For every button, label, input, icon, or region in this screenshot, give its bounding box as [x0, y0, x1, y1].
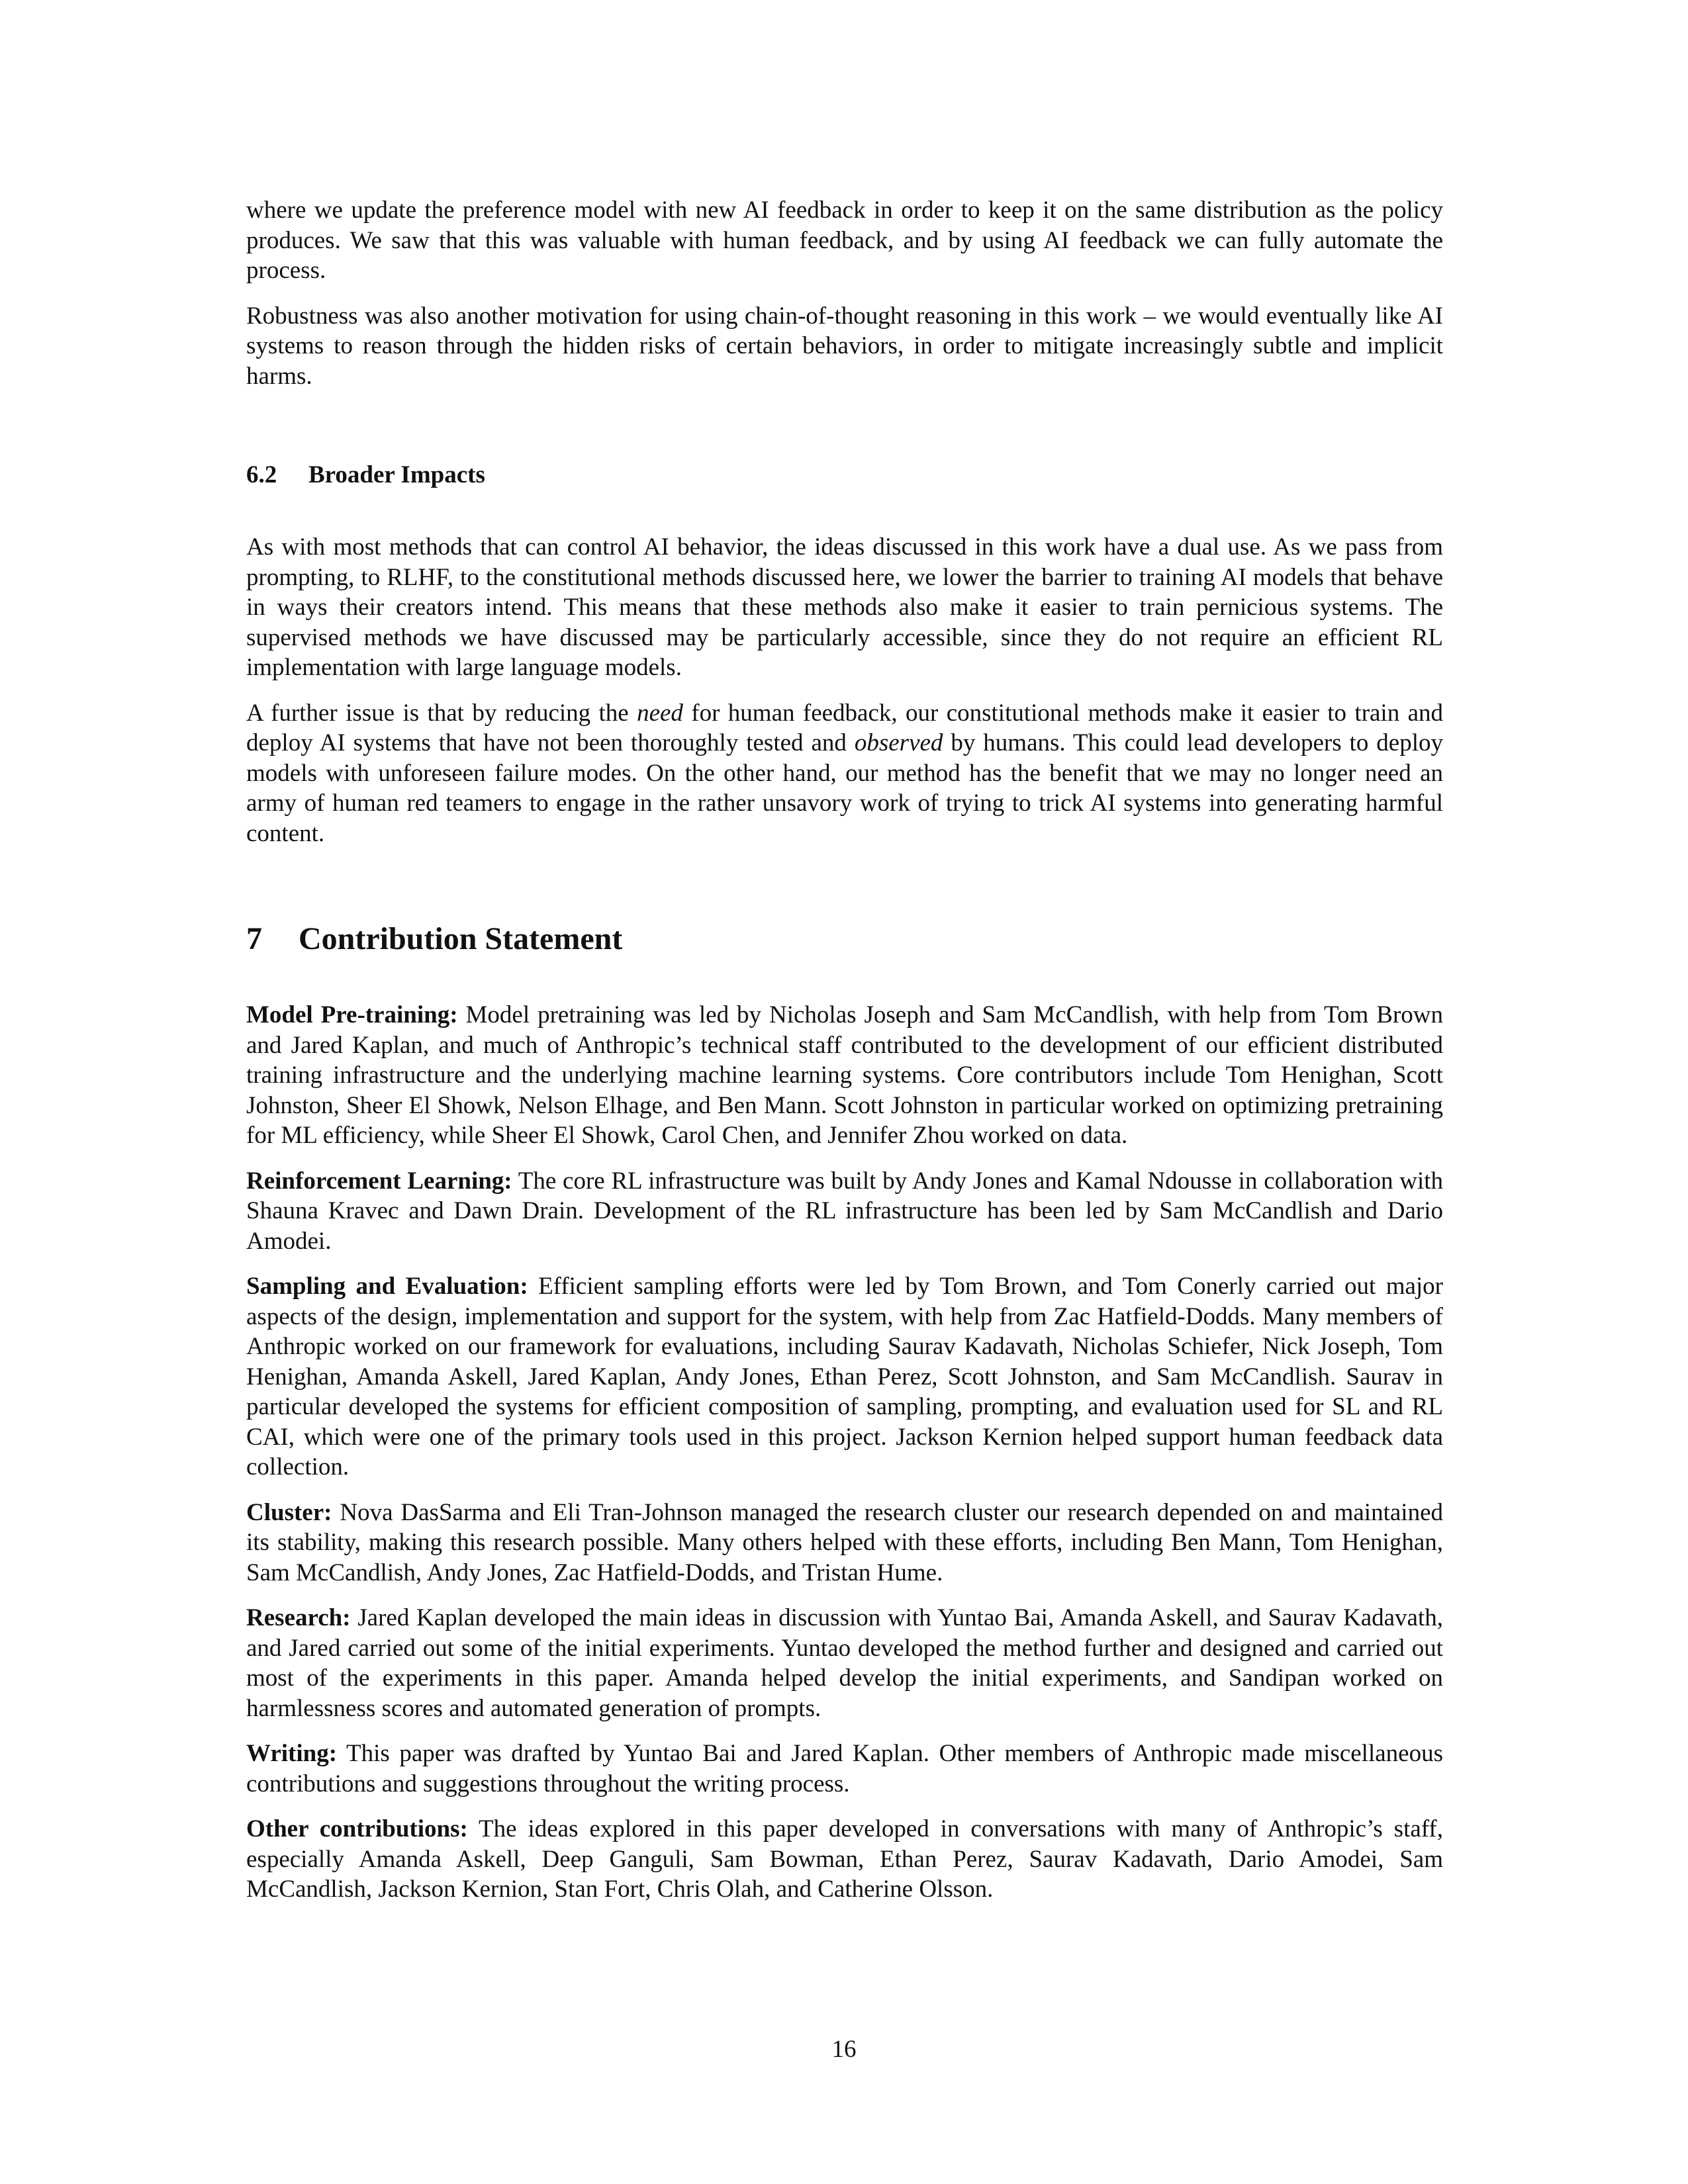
emphasis-need: need [637, 699, 683, 727]
intro-paragraph-2: Robustness was also another motivation for using chain-of-thought reasoning in this work – we would eventually like AI systems to reason through the hidden risks of certain behaviors, in order to mitigate increasingly subtle and implicit harms. [246, 302, 1443, 390]
page-content [246, 195, 1443, 1905]
contribution-label: Research: [246, 1604, 351, 1631]
contribution-sampling-evaluation [246, 1271, 1443, 1482]
subsection-title: Broader Impacts [308, 461, 485, 488]
section-title: Contribution Statement [299, 921, 623, 956]
contribution-label: Writing: [246, 1740, 338, 1767]
contribution-label: Other contributions: [246, 1815, 468, 1843]
contribution-text: Efficient sampling efforts were led by Tom Brown, and Tom Conerly carried out major aspects of the design, implementation and support for the system, with help from Zac Hatfield-Dodds. Many members of Anthropic worked on our framework for evaluations, including Saurav Kadavath, Nicholas Schiefer, Nick Joseph, Tom Henighan, Amanda Askell, Jared Kaplan, Andy Jones, Ethan Perez, Scott Johnston, and Sam McCandlish. Saurav in particular developed the systems for efficient composition of sampling, prompting, and evaluation used for SL and RL CAI, which were one of the primary tools used in this project. Jackson Kernion helped support human feedback data collection. [246, 1273, 1444, 1480]
contribution-text: The ideas explored in this paper developed in conversations with many of Anthropic’s staff, especially Amanda Askell, Deep Ganguli, Sam Bowman, Ethan Perez, Saurav Kadavath, Dario Amodei, Sam McCandlish, Jackson Kernion, Stan Fort, Chris Olah, and Catherine Olsson. [246, 1815, 1443, 1903]
contribution-label: Reinforcement Learning: [246, 1167, 512, 1195]
contribution-writing [246, 1739, 1443, 1799]
contribution-text: Nova DasSarma and Eli Tran-Johnson managed the research cluster our research depended on and maintained its stability, making this research possible. Many others helped with these efforts, including Ben Mann, Tom Henighan, Sam McCandlish, Andy Jones, Zac Hatfield-Dodds, and Tristan Hume. [246, 1498, 1443, 1586]
contribution-reinforcement-learning [246, 1166, 1443, 1257]
section-number: 7 [246, 921, 262, 956]
contribution-label: Cluster: [246, 1498, 332, 1526]
broader-impacts-paragraph-1: As with most methods that can control AI behavior, the ideas discussed in this work have a dual use. As we pass from prompting, to RLHF, to the constitutional methods discussed here, we lower the barrier to training AI models that behave in ways their creators intend. This means that these methods also make it easier to train pernicious systems. The supervised methods we have discussed may be particularly accessible, since they do not require an efficient RL implementation with large language models. [246, 533, 1443, 681]
subsection-number: 6.2 [246, 461, 277, 488]
broader-impacts-paragraph-2: A further issue is that by reducing the need for human feedback, our constitutional methods make it easier to train and deploy AI systems that have not been thoroughly tested and observed by humans. This could lead developers to deploy models with unforeseen failure modes. On the other hand, our method has the benefit that we may no longer need an army of human red teamers to engage in the rather unsavory work of trying to trick AI systems into generating harmful content. [246, 699, 1444, 847]
contribution-text: Jared Kaplan developed the main ideas in discussion with Yuntao Bai, Amanda Askell, and Saurav Kadavath, and Jared carried out some of the initial experiments. Yuntao developed the method further and designed and carried out most of the experiments in this paper. Amanda helped develop the initial experiments, and Sandipan worked on harmlessness scores and automated generation of prompts. [246, 1604, 1444, 1722]
contribution-model-pretraining [246, 1000, 1443, 1151]
contribution-text: This paper was drafted by Yuntao Bai and Jared Kaplan. Other members of Anthropic made miscellaneous contributions and suggestions throughout the writing process. [246, 1740, 1443, 1797]
contribution-cluster [246, 1498, 1443, 1588]
emphasis-observed: observed [854, 729, 943, 756]
section-heading-contribution-statement [246, 921, 1443, 958]
contribution-text: The core RL infrastructure was built by Andy Jones and Kamal Ndousse in collaboration with Shauna Kravec and Dawn Drain. Development of the RL infrastructure has been led by Sam McCandlish and Dario Amodei. [246, 1167, 1443, 1255]
contribution-text: Model pretraining was led by Nicholas Joseph and Sam McCandlish, with help from Tom Brown and Jared Kaplan, and much of Anthropic’s technical staff contributed to the development of our efficient distributed training infrastructure and the underlying machine learning systems. Core contributors include Tom Henighan, Scott Johnston, Sheer El Showk, Nelson Elhage, and Ben Mann. Scott Johnston in particular worked on optimizing pretraining for ML efficiency, while Sheer El Showk, Carol Chen, and Jennifer Zhou worked on data. [246, 1001, 1443, 1149]
contribution-other [246, 1814, 1443, 1905]
contribution-label: Model Pre-training: [246, 1001, 458, 1028]
intro-paragraph-1: where we update the preference model with new AI feedback in order to keep it on the same distribution as the policy produces. We saw that this was valuable with human feedback, and by using AI feedback we can fully automate the process. [246, 197, 1443, 284]
contribution-research [246, 1603, 1443, 1723]
contribution-label: Sampling and Evaluation: [246, 1273, 528, 1300]
subsection-heading-broader-impacts [246, 460, 1443, 490]
page-number: 16 [831, 2036, 857, 2063]
